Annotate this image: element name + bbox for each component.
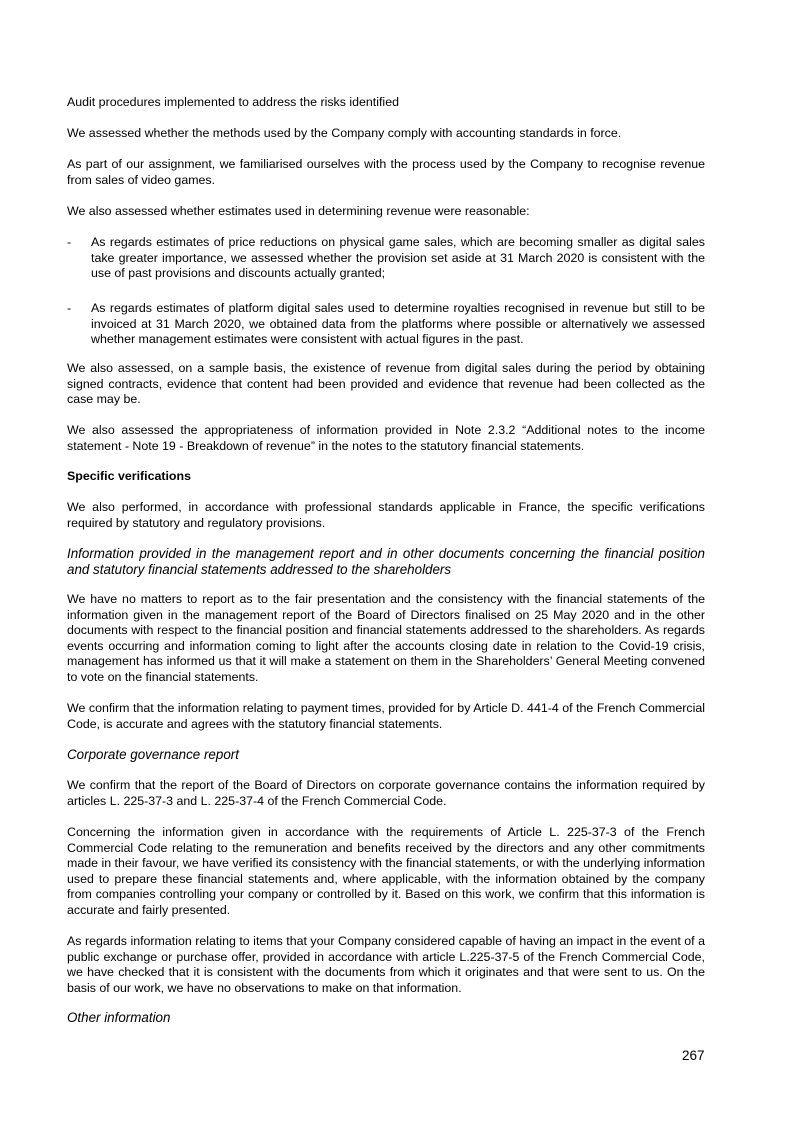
list-dash: - (67, 235, 72, 249)
list-dash: - (67, 301, 72, 315)
paragraph: As regards information relating to items that your Company considered capable of having an impact in the event of a public exchange or purchase offer, provided in accordance with article L.225-37-5 of the French Commercial Code, we have checked that it is consistent with the documents from which it originates and that were sent to us. On the basis of our work, we have no observations to make on that information. (67, 934, 705, 995)
heading-corporate-governance: Corporate governance report (67, 747, 239, 762)
heading-management-report: Information provided in the management report and in other documents concerning the financial position and statutory financial statements addressed to the shareholders (67, 546, 705, 577)
paragraph: We confirm that the report of the Board of Directors on corporate governance contains the information required by articles L. 225-37-3 and L. 225-37-4 of the French Commercial Code. (67, 778, 705, 808)
heading-other-information: Other information (67, 1010, 171, 1025)
list-item-text: As regards estimates of platform digital sales used to determine royalties recognised in revenue but still to be invoiced at 31 March 2020, we obtained data from the platforms where possible or alternatively we assessed whether management estimates were consistent with actual figures in the past. (91, 301, 705, 346)
paragraph: We also performed, in accordance with professional standards applicable in France, the specific verifications required by statutory and regulatory provisions. (67, 500, 705, 530)
paragraph: Concerning the information given in accordance with the requirements of Article L. 225-37-3 of the French Commercial Code relating to the remuneration and benefits received by the directors and any other commitments made in their favour, we have verified its consistency with the financial statements, or with the underlying information used to prepare these financial statements and, where applicable, with the information obtained by the company from companies controlling your company or controlled by it. Based on this work, we confirm that this information is accurate and fairly presented. (67, 825, 705, 917)
paragraph: As part of our assignment, we familiarised ourselves with the process used by the Company to recognise revenue from sales of video games. (67, 157, 705, 187)
paragraph: We have no matters to report as to the fair presentation and the consistency with the financial statements of the information given in the management report of the Board of Directors finalised on 25 May 2020 and in the other documents with respect to the financial position and financial statements addressed to the shareholders. As regards events occurring and information coming to light after the accounts closing date in relation to the Covid-19 crisis, management has informed us that it will make a statement on them in the Shareholders’ General Meeting convened to vote on the financial statements. (67, 592, 705, 684)
paragraph: We also assessed, on a sample basis, the existence of revenue from digital sales during the period by obtaining signed contracts, evidence that content had been provided and evidence that revenue had been collected as the case may be. (67, 361, 705, 406)
paragraph: We confirm that the information relating to payment times, provided for by Article D. 441-4 of the French Commercial Code, is accurate and agrees with the statutory financial statements. (67, 701, 705, 731)
list-item-text: As regards estimates of price reductions on physical game sales, which are becoming smaller as digital sales take greater importance, we assessed whether the provision set aside at 31 March 2020 is consistent with the use of past provisions and discounts actually granted; (91, 235, 705, 280)
paragraph: We also assessed the appropriateness of information provided in Note 2.3.2 “Additional notes to the income statement - Note 19 - Breakdown of revenue” in the notes to the statutory financial statements. (67, 423, 705, 453)
page-number: 267 (682, 1048, 705, 1063)
heading-audit-procedures: Audit procedures implemented to address the risks identified (67, 95, 399, 109)
paragraph: We also assessed whether estimates used in determining revenue were reasonable: (67, 204, 530, 218)
paragraph: We assessed whether the methods used by the Company comply with accounting standards in force. (67, 126, 622, 140)
heading-specific-verifications: Specific verifications (67, 469, 191, 483)
